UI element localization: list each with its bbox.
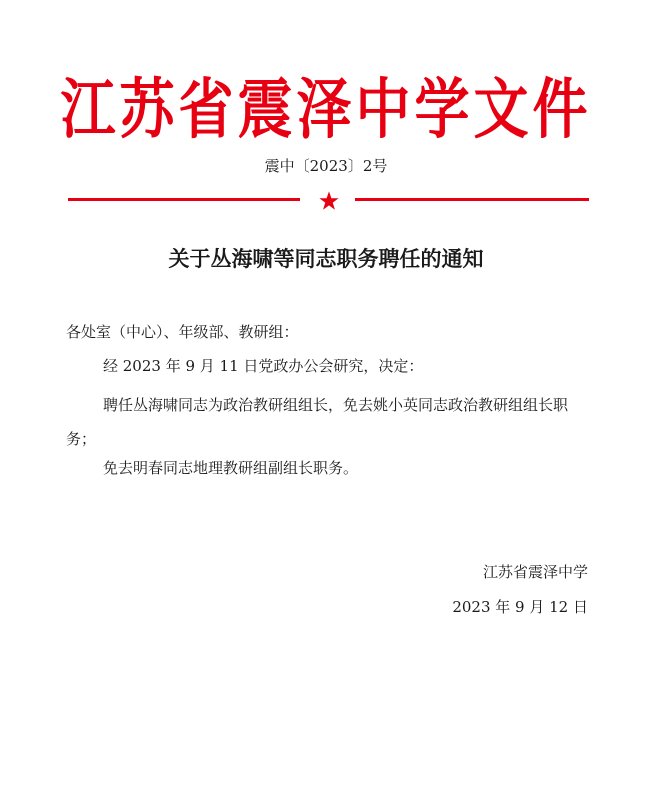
- signature-date: 2023 年 9 月 12 日: [452, 598, 588, 616]
- header-rule-right: [355, 198, 589, 201]
- paragraph-decision: 经 2023 年 9 月 11 日党政办公会研究，决定：: [103, 357, 424, 375]
- document-header-title: 江苏省震泽中学文件: [60, 70, 592, 147]
- document-title: 关于丛海啸等同志职务聘任的通知: [168, 246, 484, 271]
- signature-org: 江苏省震泽中学: [482, 563, 588, 581]
- salutation: 各处室（中心）、年级部、教研组：: [66, 323, 299, 341]
- document-number: 震中〔2023〕2号: [264, 157, 388, 175]
- header-rule-left: [68, 198, 300, 201]
- paragraph-removal: 免去明春同志地理教研组副组长职务。: [103, 459, 359, 477]
- paragraph-appointment: 聘任丛海啸同志为政治教研组组长，免去姚小英同志政治教研组组长职务；: [66, 396, 569, 448]
- star-icon: [318, 190, 340, 212]
